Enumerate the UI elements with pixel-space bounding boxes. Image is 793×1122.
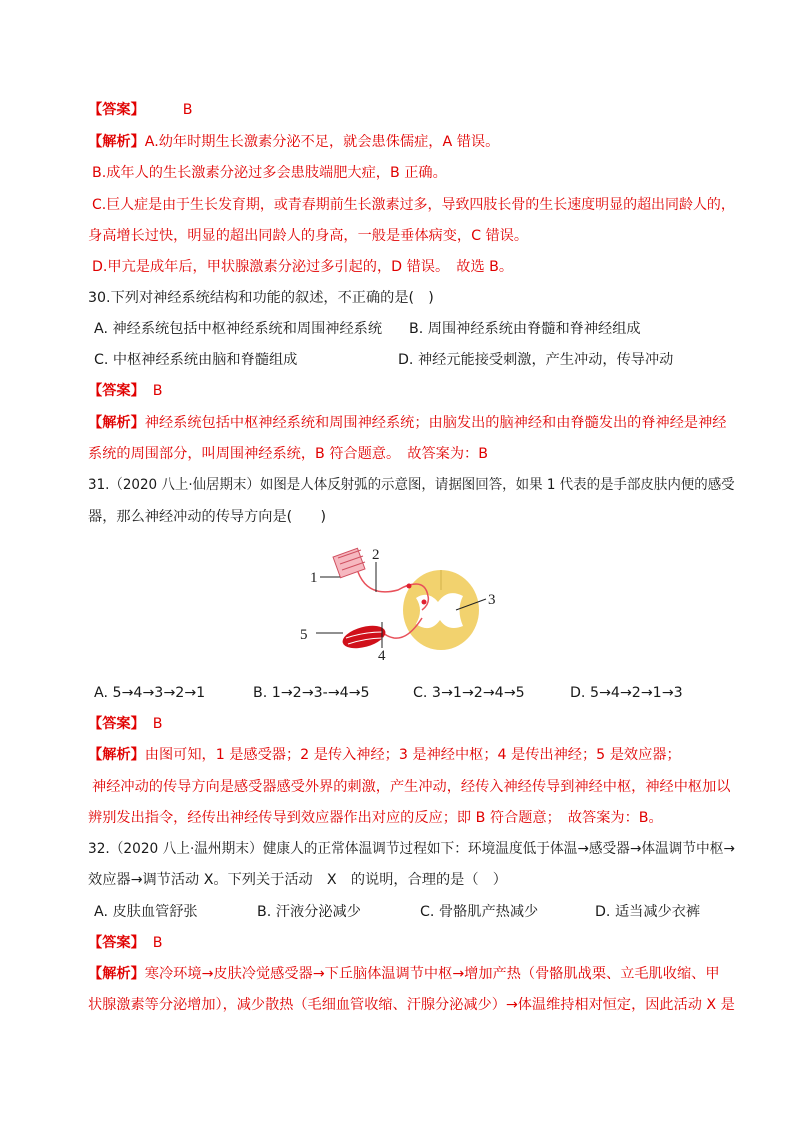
q32-stem-line-2: 效应器→调节活动 X。下列关于活动 X 的说明，合理的是（ ） [88, 872, 507, 888]
q30-stem: 30.下列对神经系统结构和功能的叙述，不正确的是( ) [88, 290, 434, 306]
q32-option-c: C. 骨骼肌产热减少 [420, 904, 539, 920]
q32-stem-line-1: 32.（2020 八上·温州期末）健康人的正常体温调节过程如下：环境温度低于体温→感受器→体温调节中枢→ [88, 841, 735, 857]
q31-analysis-line-3: 辨别发出指令，经传出神经传导到效应器作出对应的反应；即 B 符合题意； 故答案为：B。 [88, 810, 663, 826]
answer-value: B [182, 102, 193, 118]
figure-label-5: 5 [300, 627, 308, 643]
q32-option-b: B. 汗液分泌减少 [257, 904, 361, 920]
q30-option-b: B. 周围神经系统由脊髓和脊神经组成 [409, 321, 641, 337]
q32-option-d: D. 适当减少衣裤 [595, 904, 701, 920]
q31-answer: 【答案】 B [88, 716, 163, 732]
q31-option-b: B. 1→2→3-→4→5 [253, 685, 370, 701]
q29-answer [88, 100, 193, 120]
q31-stem-line-1: 31.（2020 八上·仙居期末）如图是人体反射弧的示意图，请据图回答，如果 1 代表的是手部皮肤内便的感受 [88, 477, 735, 493]
figure-label-4: 4 [378, 648, 386, 664]
q31-option-c: C. 3→1→2→4→5 [413, 685, 525, 701]
q30-option-a: A. 神经系统包括中枢神经系统和周围神经系统 [94, 321, 383, 337]
q29-analysis-line-4: 身高增长过快，明显的超出同龄人的身高，一般是垂体病变，C 错误。 [88, 228, 529, 244]
q29-analysis-line-1: 【解析】A.幼年时期生长激素分泌不足，就会患侏儒症，A 错误。 [88, 134, 500, 150]
q32-analysis-line-1: 【解析】寒冷环境→皮肤冷觉感受器→下丘脑体温调节中枢→增加产热（骨骼肌战栗、立毛肌收缩、甲 [88, 966, 720, 982]
figure-label-1: 1 [310, 570, 318, 586]
q31-analysis-line-1: 【解析】由图可知，1 是感受器；2 是传入神经；3 是神经中枢；4 是传出神经；5 是效应器； [88, 747, 681, 763]
receptor-skin [333, 548, 365, 578]
q30-option-c: C. 中枢神经系统由脑和脊髓组成 [94, 352, 298, 368]
reflex-arc-figure [298, 540, 508, 665]
q32-answer: 【答案】 B [88, 935, 163, 951]
q30-analysis-line-1: 【解析】神经系统包括中枢神经系统和周围神经系统；由脑发出的脑神经和由脊髓发出的脊神经是神经 [88, 415, 727, 431]
q31-option-d: D. 5→4→2→1→3 [570, 685, 683, 701]
q32-option-a: A. 皮肤血管舒张 [94, 904, 198, 920]
q32-analysis-line-2: 状腺激素等分泌增加），减少散热（毛细血管收缩、汗腺分泌减少）→体温维持相对恒定，因此活动 X 是 [88, 997, 735, 1013]
q29-analysis-line-5: D.甲亢是成年后，甲状腺激素分泌过多引起的，D 错误。 故选 B。 [92, 259, 514, 275]
q31-analysis-line-2: 神经冲动的传导方向是感受器感受外界的刺激，产生冲动，经传入神经传导到神经中枢，神经中枢加以 [92, 779, 731, 795]
figure-label-2: 2 [372, 547, 380, 563]
q29-analysis-line-3: C.巨人症是由于生长发育期，或青春期前生长激素过多，导致四肢长骨的生长速度明显的超出同龄人的， [92, 197, 735, 213]
answer-label: 【答案】 [88, 102, 145, 118]
q30-answer: 【答案】 B [88, 383, 163, 399]
q31-option-a: A. 5→4→3→2→1 [94, 685, 206, 701]
analysis-label: 【解析】 [88, 134, 145, 150]
q29-analysis-line-2: B.成年人的生长激素分泌过多会患肢端肥大症，B 正确。 [92, 165, 447, 181]
figure-label-3: 3 [488, 592, 496, 608]
q31-stem-line-2: 器，那么神经冲动的传导方向是( ) [88, 509, 327, 525]
q30-analysis-line-2: 系统的周围部分，叫周围神经系统，B 符合题意。 故答案为：B [88, 446, 488, 462]
q30-option-d: D. 神经元能接受刺激，产生冲动，传导冲动 [398, 352, 674, 368]
